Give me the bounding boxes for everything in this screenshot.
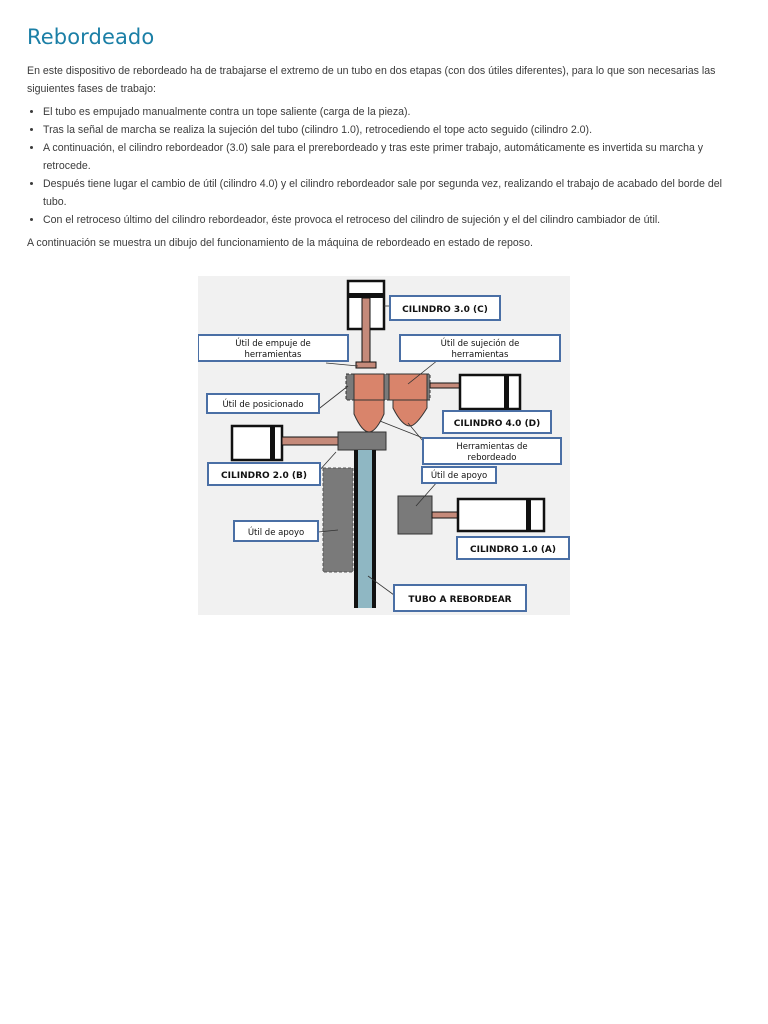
list-item: • El tubo es empujado manualmente contra un tope saliente (carga de la pieza). [43,103,743,121]
intro-paragraph: En este dispositivo de rebordeado ha de trabajarse el extremo de un tubo en dos etapas (con dos útiles diferentes), para lo que son necesarias las siguientes fases de trabajo: [27,65,716,95]
label-util-empuje [198,335,348,361]
label-cilindro-4 [443,411,551,433]
label-text: CILINDRO 3.0 (C) [402,305,488,315]
label-text: CILINDRO 1.0 (A) [469,545,557,555]
label-text: Útil de apoyo [247,528,305,538]
label-text: herramientas [244,350,302,360]
label-cilindro-1 [457,537,569,559]
label-util-sujecion [400,335,560,361]
label-util-posicionado [207,394,319,413]
label-text: CILINDRO 2.0 (B) [221,471,307,481]
list-item: • Tras la señal de marcha se realiza la sujeción del tubo (cilindro 1.0), retrocediendo el tope acto seguido (cilindro 2.0). [43,121,743,139]
label-text: Útil de posicionado [222,400,304,410]
label-text: rebordeado [467,453,517,463]
label-cilindro-3 [390,296,500,320]
label-text: herramientas [451,350,509,360]
label-text: Herramientas de [456,442,528,452]
label-util-apoyo-right [422,467,496,483]
label-text: TUBO A REBORDEAR [408,595,512,605]
label-tubo-a-rebordear [394,585,526,611]
list-item: • Con el retroceso último del cilindro rebordeador, éste provoca el retroceso del cilindro de sujeción y el del cilindro cambiador de útil. [43,211,743,229]
label-cilindro-2 [208,463,320,485]
article [27,20,743,252]
tube-shape [354,450,376,608]
rebordeado-diagram [198,276,570,615]
diagram-caption: A continuación se muestra un dibujo del funcionamiento de la máquina de rebordeado en estado de reposo. [27,237,533,249]
label-herramientas-rebordeado [423,438,561,464]
label-text: CILINDRO 4.0 (D) [453,419,541,429]
page-title: Rebordeado [27,25,155,49]
list-item: • Después tiene lugar el cambio de útil (cilindro 4.0) y el cilindro rebordeador sale por segunda vez, realizando el trabajo de acabado del borde del tubo. [43,175,743,211]
label-text: Útil de empuje de [235,339,311,349]
label-text: Útil de sujeción de [440,339,520,349]
list-item: • A continuación, el cilindro rebordeador (3.0) sale para el prerebordeado y tras este primer trabajo, automáticamente es invertida su marcha y retrocede. [43,139,743,175]
label-text: Útil de apoyo [430,471,488,481]
label-util-apoyo-left [234,521,318,541]
left-support-shape [323,468,353,572]
steps-list [27,103,743,229]
